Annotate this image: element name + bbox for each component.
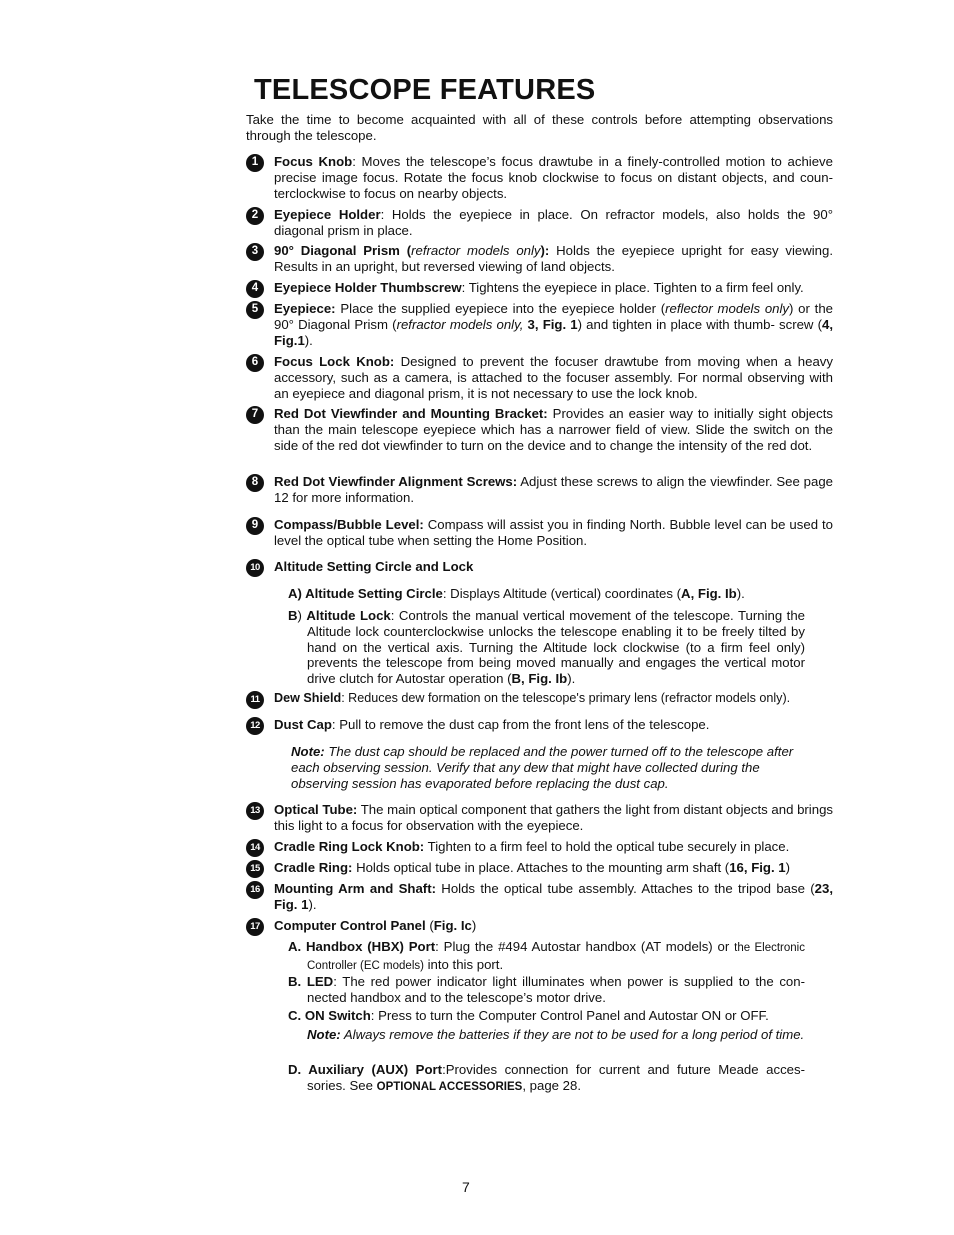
feature-item-7 [246, 406, 833, 453]
sub-item-text: into this port. [423, 956, 504, 972]
panel-aux-port [288, 1062, 805, 1096]
item-number-badge: 4 [246, 280, 264, 298]
item-label: Dust Cap [274, 717, 332, 732]
item-text: ) [785, 860, 791, 875]
feature-item-8 [246, 474, 833, 506]
figure-reference: B, Fig. Ib [511, 671, 568, 687]
item-text: ) [471, 918, 477, 933]
item-italic: refractor models only, [396, 316, 524, 332]
note-label: Note: [307, 1026, 341, 1042]
item-number-badge: 5 [246, 301, 264, 319]
item-number-badge: 9 [246, 517, 264, 535]
item-text: Provides an easier way to initially sight objects than the main telescope eyepiece which has a narrower field of view. Slide the switch on the side of the red dot viewfinder to turn on the device and to change the intensity of the red dot. [274, 406, 833, 453]
sub-item-text: , page 28. [522, 1077, 581, 1093]
item-label: Eyepiece: [274, 301, 336, 316]
item-label-end: ): [540, 243, 550, 258]
altitude-lock [288, 608, 805, 687]
intro-paragraph: Take the time to become acquainted with all of these controls before attempting observations through the telescope. [246, 112, 833, 143]
item-number-badge: 16 [246, 881, 264, 899]
item-italic: reflector models only [665, 301, 790, 316]
dust-cap-note [291, 744, 806, 791]
item-text: : Reduces dew formation on the telescope's primary lens (refractor models only). [341, 691, 791, 705]
item-text: Holds optical tube in place. Attaches to the mounting arm shaft ( [352, 860, 730, 875]
feature-item-10 [246, 559, 833, 575]
sub-item-text: : Plug the #494 Autostar handbox (AT models) or [435, 939, 735, 954]
sub-item-text: ). [736, 586, 745, 601]
altitude-setting-circle [288, 586, 805, 602]
sub-item-text: : Displays Altitude (vertical) coordinates ( [442, 586, 682, 601]
feature-item-6 [246, 354, 833, 401]
panel-handbox-port [288, 939, 805, 975]
item-text: Compass will assist you in finding North. Bubble level can be used to level the optical tube when setting the Home Position. [274, 517, 833, 548]
item-text: Place the supplied eyepiece into the eyepiece holder ( [335, 301, 666, 316]
item-number-badge: 13 [246, 802, 264, 820]
sub-item-text: ). [567, 671, 576, 687]
item-number-badge: 3 [246, 243, 264, 261]
feature-item-16 [246, 881, 833, 913]
sub-item-text: : The red power indicator light illuminates when power is supplied to the con- nected handbox and to the telescope’s motor drive. [307, 974, 805, 1005]
item-italic: refractor models only [411, 243, 541, 258]
feature-item-11 [246, 691, 833, 707]
item-label: Eyepiece Holder Thumbscrew [274, 280, 462, 295]
item-label: 90° Diagonal Prism ( [274, 243, 412, 258]
feature-item-4 [246, 280, 833, 296]
feature-item-5 [246, 301, 833, 348]
sub-item-text: : Controls the manual vertical movement of the telescope. Turning the Altitude lock counterclockwise unlocks the telescope enabling it to be freely tilted by hand on the vertical axis. Turning the Altitude lock clockwise (to a firm feel only) prevents the telescope from being moved manually and engages the vertical motor drive clutch for Autostar operation ( [307, 608, 805, 687]
item-label: Altitude Setting Circle and Lock [274, 559, 474, 574]
item-label: Cradle Ring: [274, 860, 353, 875]
feature-item-2 [246, 207, 833, 239]
figure-reference: 23, Fig. 1 [274, 881, 833, 912]
accessories-reference: OPTIONAL ACCESSORIES [376, 1080, 523, 1093]
item-text: : Tightens the eyepiece in place. Tighten to a firm feel only. [461, 280, 804, 295]
item-text: ). [304, 332, 313, 348]
item-text: The main optical component that gathers the light from distant objects and brings this light to a focus for observation with the eyepiece. [274, 802, 833, 833]
item-text: : Pull to remove the dust cap from the front lens of the telescope. [331, 717, 710, 732]
page-title: TELESCOPE FEATURES [254, 74, 596, 106]
item-number-badge: 1 [246, 154, 264, 172]
figure-reference: 16, Fig. 1 [729, 860, 786, 875]
item-number-badge: 14 [246, 839, 264, 857]
feature-item-3 [246, 243, 833, 275]
sub-item-label: A) Altitude Setting Circle [288, 586, 443, 601]
sub-item-label: C. ON Switch [288, 1008, 371, 1023]
item-text: ) or the 90° Diagonal Prism ( [274, 301, 833, 332]
sub-item-label: B. LED [288, 974, 334, 989]
item-label: Mounting Arm and Shaft: [274, 881, 436, 896]
sub-item-label: A. Handbox (HBX) Port [288, 939, 436, 954]
item-number-badge: 11 [246, 691, 264, 709]
item-number-badge: 12 [246, 717, 264, 735]
item-text: ( [425, 918, 434, 933]
item-label: Focus Lock Knob: [274, 354, 395, 369]
item-label: Eyepiece Holder [274, 207, 381, 222]
sub-item-label: D. Auxiliary (AUX) Port [288, 1062, 443, 1077]
panel-on-switch [288, 1008, 805, 1043]
item-label: Red Dot Viewfinder and Mounting Bracket: [274, 406, 548, 421]
figure-reference: A, Fig. Ib [681, 586, 737, 601]
figure-reference: 4, Fig.1 [274, 316, 833, 348]
sub-item-text: :Provides connection for current and future Meade acces- sories. See [307, 1062, 805, 1093]
item-label: Red Dot Viewfinder Alignment Screws: [274, 474, 518, 489]
feature-item-12 [246, 717, 833, 733]
item-label: Compass/Bubble Level: [274, 517, 424, 532]
item-text: ) and tighten in place with thumb- screw ( [577, 316, 822, 332]
feature-item-17 [246, 918, 833, 934]
item-number-badge: 6 [246, 354, 264, 372]
sub-item-label: Altitude Lock [306, 608, 391, 623]
note-text: Always remove the batteries if they are not to be used for a long period of time. [340, 1026, 805, 1042]
item-number-badge: 8 [246, 474, 264, 492]
item-label: Cradle Ring Lock Knob: [274, 839, 425, 854]
item-text: : Moves the telescope’s focus drawtube in a finely-controlled motion to achieve precise image focus. Rotate the focus knob clockwise to focus on distant objects, and coun- terclockwise to focus on nearby objects. [274, 154, 833, 201]
note-text: The dust cap should be replaced and the power turned off to the telescope after each observing session. Verify that any dew that might have collected during the observing session has evaporated before replacing the dust cap. [291, 744, 794, 791]
sub-item-small-text: the Electronic Controller (EC models) [307, 942, 805, 972]
feature-item-9 [246, 517, 833, 549]
page-number: 7 [462, 1179, 470, 1195]
item-text: Designed to prevent the focuser drawtube from moving when a heavy accessory, such as a camera, is attached to the focuser assembly. For normal observing with an eyepiece and diagonal prism, it is not necessary to use the lock knob. [274, 354, 833, 401]
item-text: ). [308, 896, 317, 912]
item-label: Computer Control Panel [274, 918, 426, 933]
figure-reference: 3, Fig. 1 [523, 316, 578, 332]
item-number-badge: 15 [246, 860, 264, 878]
item-text: Adjust these screws to align the viewfinder. See page 12 for more information. [274, 474, 833, 505]
feature-item-14 [246, 839, 833, 855]
item-text: : Holds the eyepiece in place. On refractor models, also holds the 90° diagonal prism in place. [274, 207, 833, 238]
figure-reference: Fig. Ic [433, 918, 472, 933]
item-number-badge: 10 [246, 559, 264, 577]
sub-item-text: ) [297, 608, 307, 623]
item-number-badge: 7 [246, 406, 264, 424]
feature-item-1 [246, 154, 833, 201]
note-label: Note: [291, 744, 325, 759]
sub-item-letter: B [288, 608, 298, 623]
panel-led [288, 974, 805, 1006]
sub-item-text: : Press to turn the Computer Control Panel and Autostar ON or OFF. [370, 1008, 769, 1023]
item-label: Dew Shield [274, 691, 342, 705]
feature-item-13 [246, 802, 833, 834]
item-text: Holds the optical tube assembly. Attaches to the tripod base ( [435, 881, 815, 896]
item-number-badge: 17 [246, 918, 264, 936]
item-text: Tighten to a firm feel to hold the optical tube securely in place. [424, 839, 790, 854]
item-label: Focus Knob [274, 154, 353, 169]
item-text: Holds the eyepiece upright for easy viewing. Results in an upright, but reversed viewing of land objects. [274, 243, 833, 274]
item-number-badge: 2 [246, 207, 264, 225]
item-label: Optical Tube: [274, 802, 358, 817]
feature-item-15 [246, 860, 833, 876]
